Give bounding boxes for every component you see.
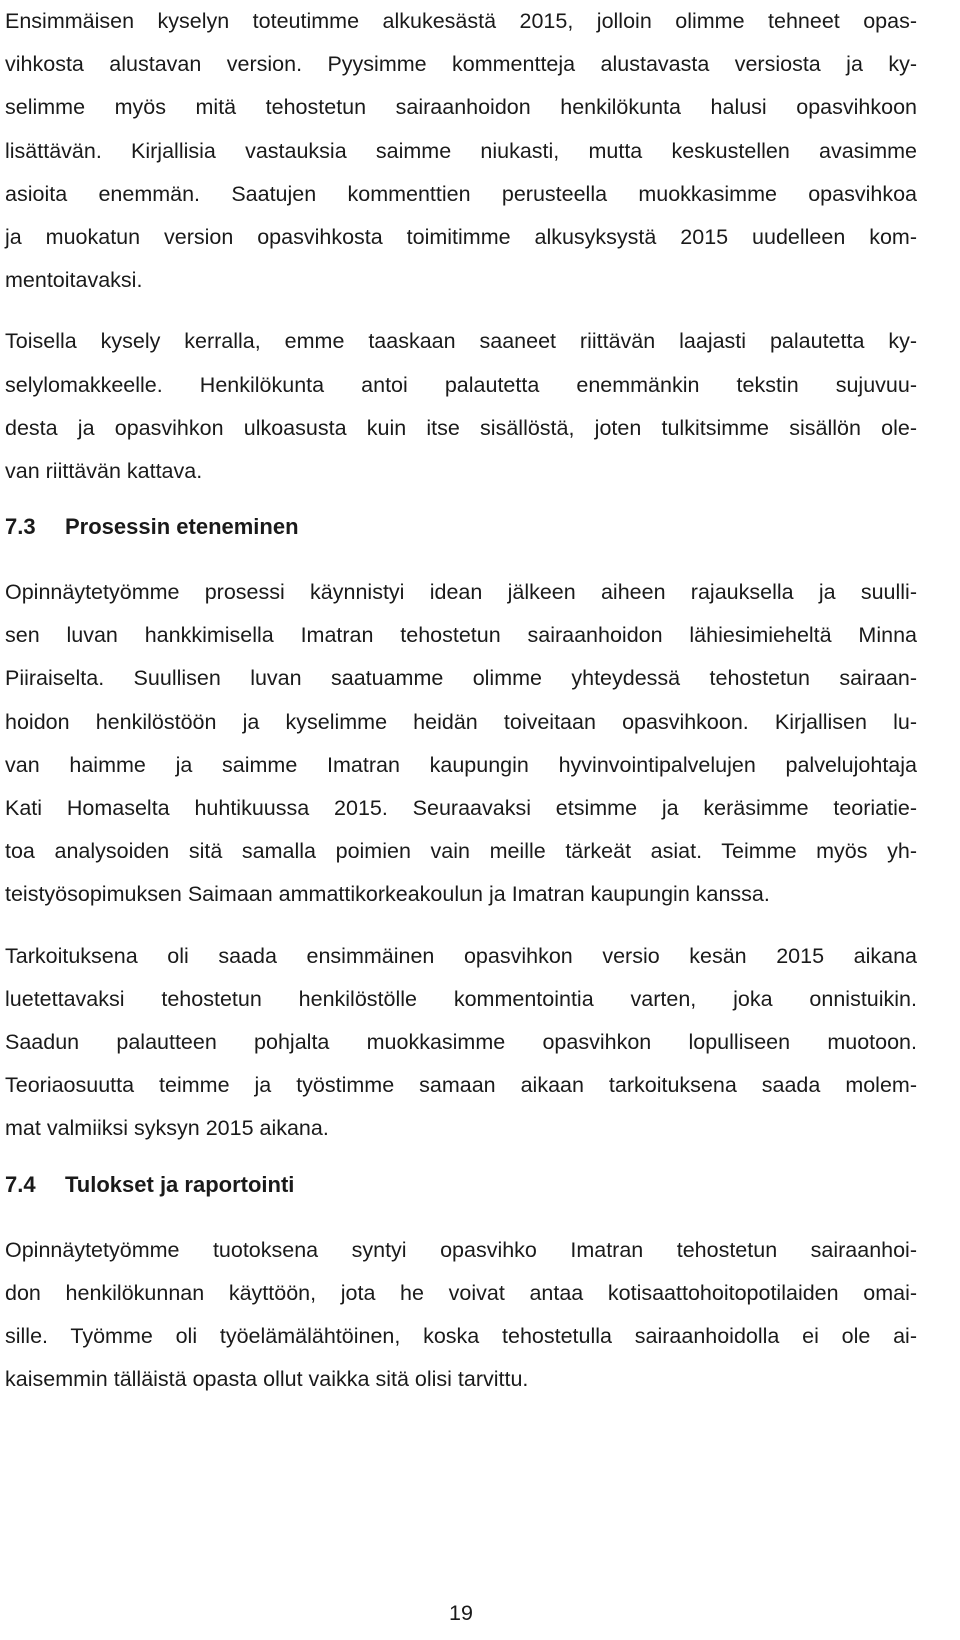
text-line: mentoitavaksi. xyxy=(5,268,143,293)
paragraph-process-2 xyxy=(5,935,917,1151)
paragraph-survey-second xyxy=(5,320,917,493)
text-line: kaisemmin tälläistä opasta ollut vaikka sitä olisi tarvittu. xyxy=(5,1367,529,1392)
text-line: Opinnäytetyömme prosessi käynnistyi idean jälkeen aiheen rajauksella ja suulli- xyxy=(5,580,917,605)
text-line: Saadun palautteen pohjalta muokkasimme opasvihkon lopulliseen muotoon. xyxy=(5,1029,917,1054)
text-line: van riittävän kattava. xyxy=(5,458,203,483)
page-number: 19 xyxy=(449,1601,473,1625)
paragraph-process-1 xyxy=(5,571,917,917)
document-page xyxy=(5,0,917,1401)
text-line: Opinnäytetyömme tuotoksena syntyi opasvihko Imatran tehostetun sairaanhoi- xyxy=(5,1237,917,1262)
section-number: 7.3 xyxy=(5,514,36,540)
paragraph-results xyxy=(5,1229,917,1402)
text-line: selylomakkeelle. Henkilökunta antoi palautetta enemmänkin tekstin sujuvuu- xyxy=(5,372,917,397)
text-line: toa analysoiden sitä samalla poimien vain meille tärkeät asiat. Teimme myös yh- xyxy=(5,839,917,864)
text-line: van haimme ja saimme Imatran kaupungin hyvinvointipalvelujen palvelujohtaja xyxy=(5,752,917,777)
section-heading-7-4 xyxy=(5,1165,917,1205)
text-line: sen luvan hankkimisella Imatran tehostetun sairaanhoidon lähiesimieheltä Minna xyxy=(5,623,917,648)
text-line: Piiraiselta. Suullisen luvan saatuamme olimme yhteydessä tehostetun sairaan- xyxy=(5,666,917,691)
text-line: mat valmiiksi syksyn 2015 aikana. xyxy=(5,1116,329,1141)
text-line: don henkilökunnan käyttöön, jota he voivat antaa kotisaattohoitopotilaiden omai- xyxy=(5,1280,917,1305)
text-line: selimme myös mitä tehostetun sairaanhoidon henkilökunta halusi opasvihkoon xyxy=(5,95,917,120)
text-line: Tarkoituksena oli saada ensimmäinen opasvihkon versio kesän 2015 aikana xyxy=(5,943,917,968)
text-line: asioita enemmän. Saatujen kommenttien perusteella muokkasimme opasvihkoa xyxy=(5,181,917,206)
text-line: sille. Työmme oli työelämälähtöinen, koska tehostetulla sairaanhoidolla ei ole ai- xyxy=(5,1323,917,1348)
section-title: Tulokset ja raportointi xyxy=(65,1171,295,1197)
paragraph-survey-first xyxy=(5,0,917,302)
text-line: teistyösopimuksen Saimaan ammattikorkeakoulun ja Imatran kaupungin kanssa. xyxy=(5,882,770,907)
text-line: luetettavaksi tehostetun henkilöstölle kommentointia varten, joka onnistuikin. xyxy=(5,986,917,1011)
text-line: Toisella kysely kerralla, emme taaskaan saaneet riittävän laajasti palautetta ky- xyxy=(5,329,917,354)
text-line: Ensimmäisen kyselyn toteutimme alkukesästä 2015, jolloin olimme tehneet opas- xyxy=(5,9,917,33)
text-line: desta ja opasvihkon ulkoasusta kuin itse sisällöstä, joten tulkitsimme sisällön ole- xyxy=(5,415,917,440)
section-title: Prosessin eteneminen xyxy=(65,514,299,540)
text-line: ja muokatun version opasvihkosta toimitimme alkusyksystä 2015 uudelleen kom- xyxy=(5,224,917,249)
text-line: hoidon henkilöstöön ja kyselimme heidän toiveitaan opasvihkoon. Kirjallisen lu- xyxy=(5,709,917,734)
section-heading-7-3 xyxy=(5,507,917,547)
text-line: Kati Homaselta huhtikuussa 2015. Seuraavaksi etsimme ja keräsimme teoriatie- xyxy=(5,796,917,820)
text-line: lisättävän. Kirjallisia vastauksia saimme niukasti, mutta keskustellen avasimme xyxy=(5,138,917,163)
text-line: Teoriaosuutta teimme ja työstimme samaan aikaan tarkoituksena saada molem- xyxy=(5,1073,917,1098)
text-line: vihkosta alustavan version. Pyysimme kommentteja alustavasta versiosta ja ky- xyxy=(5,52,917,77)
section-number: 7.4 xyxy=(5,1171,36,1197)
